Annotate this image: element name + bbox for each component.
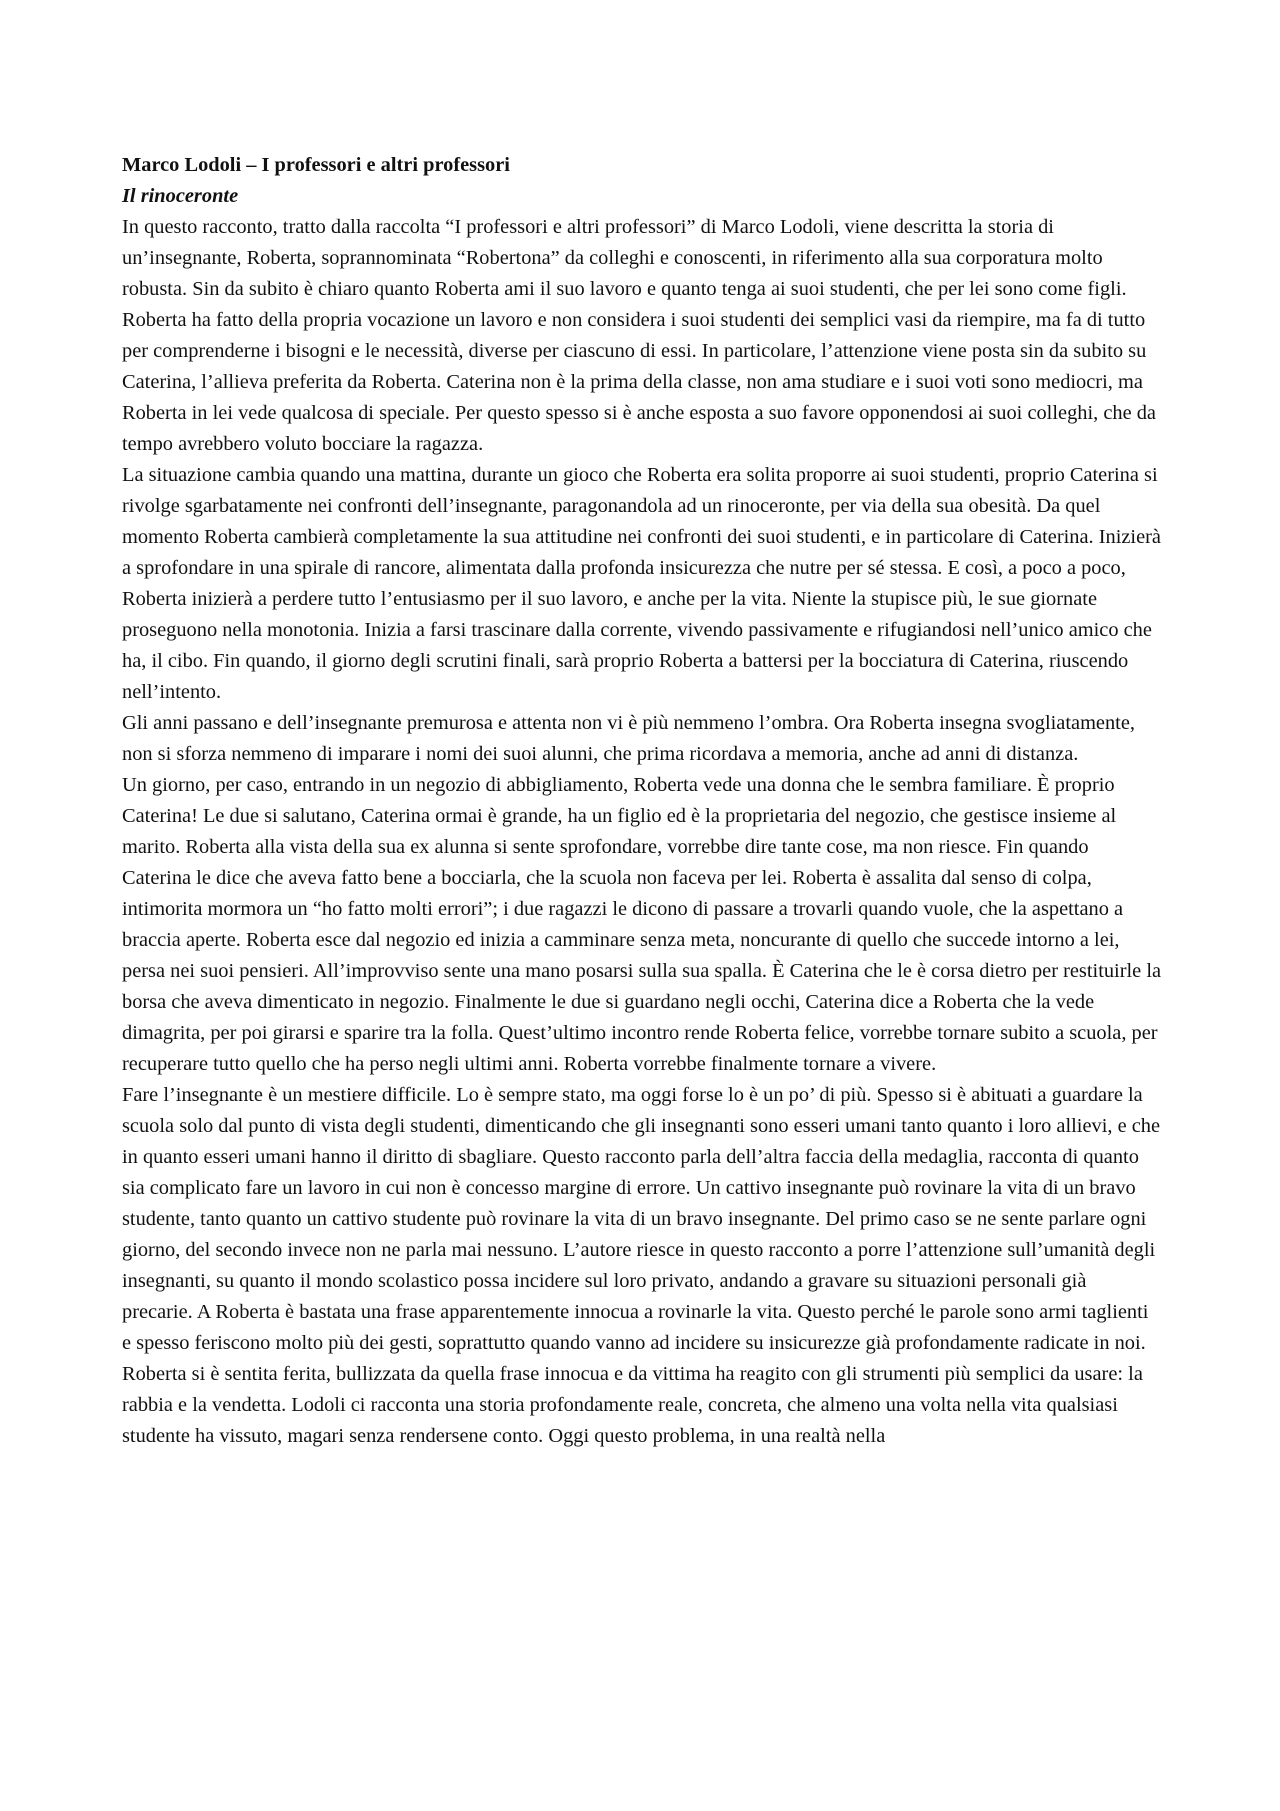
- document-subtitle: Il rinoceronte: [122, 185, 239, 207]
- document-body: [122, 150, 1162, 1452]
- paragraph-2: La situazione cambia quando una mattina, durante un gioco che Roberta era solita proporre ai suoi studenti, proprio Caterina si rivolge sgarbatamente nei confronti dell’insegnante, paragonandola ad un rinoceronte, per via della sua obesità. Da quel momento Roberta cambierà completamente la sua attitudine nei confronti dei suoi studenti, e in particolare di Caterina. Inizierà a sprofondare in una spirale di rancore, alimentata dalla profonda insicurezza che nutre per sé stessa. E così, a poco a poco, Roberta inizierà a perdere tutto l’entusiasmo per il suo lavoro, e anche per la vita. Niente la stupisce più, le sue giornate proseguono nella monotonia. Inizia a farsi trascinare dalla corrente, vivendo passivamente e rifugiandosi nell’unico amico che ha, il cibo. Fin quando, il giorno degli scrutini finali, sarà proprio Roberta a battersi per la bocciatura di Caterina, riuscendo nell’intento.: [122, 464, 1161, 703]
- paragraph-4: Un giorno, per caso, entrando in un negozio di abbigliamento, Roberta vede una donna che le sembra familiare. È proprio Caterina! Le due si salutano, Caterina ormai è grande, ha un figlio ed è la proprietaria del negozio, che gestisce insieme al marito. Roberta alla vista della sua ex alunna si sente sprofondare, vorrebbe dire tante cose, ma non riesce. Fin quando Caterina le dice che aveva fatto bene a bocciarla, che la scuola non faceva per lei. Roberta è assalita dal senso di colpa, intimorita mormora un “ho fatto molti errori”; i due ragazzi le dicono di passare a trovarli quando vuole, che la aspettano a braccia aperte. Roberta esce dal negozio ed inizia a camminare senza meta, noncurante di quello che succede intorno a lei, persa nei suoi pensieri. All’improvviso sente una mano posarsi sulla sua spalla. È Caterina che le è corsa dietro per restituirle la borsa che aveva dimenticato in negozio. Finalmente le due si guardano negli occhi, Caterina dice a Roberta che la vede dimagrita, per poi girarsi e sparire tra la folla. Quest’ultimo incontro rende Roberta felice, vorrebbe tornare subito a scuola, per recuperare tutto quello che ha perso negli ultimi anni. Roberta vorrebbe finalmente tornare a vivere.: [122, 774, 1162, 1075]
- document-title: Marco Lodoli – I professori e altri professori: [122, 154, 510, 176]
- paragraph-5: Fare l’insegnante è un mestiere difficile. Lo è sempre stato, ma oggi forse lo è un po’ di più. Spesso si è abituati a guardare la scuola solo dal punto di vista degli studenti, dimenticando che gli insegnanti sono esseri umani tanto quanto i loro allievi, e che in quanto esseri umani hanno il diritto di sbagliare. Questo racconto parla dell’altra faccia della medaglia, racconta di quanto sia complicato fare un lavoro in cui non è concesso margine di errore. Un cattivo insegnante può rovinare la vita di un bravo studente, tanto quanto un cattivo studente può rovinare la vita di un bravo insegnante. Del primo caso se ne sente parlare ogni giorno, del secondo invece non ne parla mai nessuno. L’autore riesce in questo racconto a porre l’attenzione sull’umanità degli insegnanti, su quanto il mondo scolastico possa incidere sul loro privato, andando a gravare su situazioni personali già precarie. A Roberta è bastata una frase apparentemente innocua a rovinarle la vita. Questo perché le parole sono armi taglienti e spesso feriscono molto più dei gesti, soprattutto quando vanno ad incidere su insicurezze già profondamente radicate in noi. Roberta si è sentita ferita, bullizzata da quella frase innocua e da vittima ha reagito con gli strumenti più semplici da usare: la rabbia e la vendetta. Lodoli ci racconta una storia profondamente reale, concreta, che almeno una volta nella vita qualsiasi studente ha vissuto, magari senza rendersene conto. Oggi questo problema, in una realtà nella: [122, 1084, 1161, 1447]
- paragraph-1: In questo racconto, tratto dalla raccolta “I professori e altri professori” di Marco Lodoli, viene descritta la storia di un’insegnante, Roberta, soprannominata “Robertona” da colleghi e conoscenti, in riferimento alla sua corporatura molto robusta. Sin da subito è chiaro quanto Roberta ami il suo lavoro e quanto tenga ai suoi studenti, che per lei sono come figli. Roberta ha fatto della propria vocazione un lavoro e non considera i suoi studenti dei semplici vasi da riempire, ma fa di tutto per comprenderne i bisogni e le necessità, diverse per ciascuno di essi. In particolare, l’attenzione viene posta sin da subito su Caterina, l’allieva preferita da Roberta. Caterina non è la prima della classe, non ama studiare e i suoi voti sono mediocri, ma Roberta in lei vede qualcosa di speciale. Per questo spesso si è anche esposta a suo favore opponendosi ai suoi colleghi, che da tempo avrebbero voluto bocciare la ragazza.: [122, 216, 1156, 455]
- paragraph-3: Gli anni passano e dell’insegnante premurosa e attenta non vi è più nemmeno l’ombra. Ora Roberta insegna svogliatamente, non si sforza nemmeno di imparare i nomi dei suoi alunni, che prima ricordava a memoria, anche ad anni di distanza.: [122, 712, 1135, 765]
